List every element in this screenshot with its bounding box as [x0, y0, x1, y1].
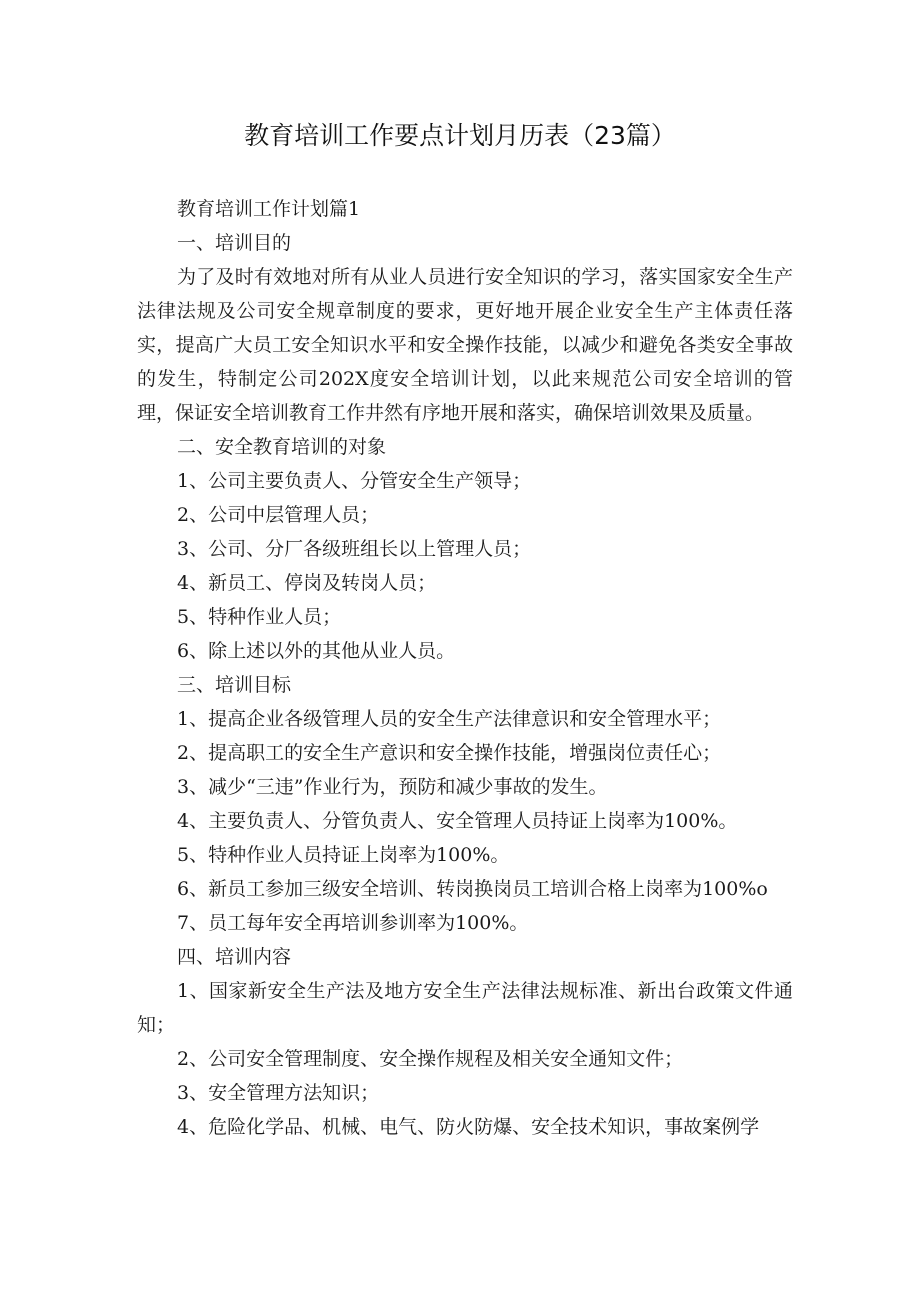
list-item: 2、公司中层管理人员；: [177, 504, 380, 526]
list-item: 6、新员工参加三级安全培训、转岗换岗员工培训合格上岗率为100%o: [177, 878, 768, 900]
list-item: 3、安全管理方法知识；: [177, 1082, 380, 1104]
list-item: 3、减少“三违”作业行为，预防和减少事故的发生。: [177, 776, 608, 798]
section-heading: 二、安全教育培训的对象: [177, 436, 387, 458]
document-body: [137, 192, 793, 1144]
section-heading: 一、培训目的: [177, 232, 292, 254]
body-paragraph: 为了及时有效地对所有从业人员进行安全知识的学习，落实国家安全生产法律法规及公司安全规章制度的要求，更好地开展企业安全生产主体责任落实，提高广大员工安全知识水平和安全操作技能，以减少和避免各类安全事故的发生，特制定公司202X度安全培训计划，以此来规范公司安全培训的管理，保证安全培训教育工作井然有序地开展和落实，确保培训效果及质量。: [137, 266, 793, 424]
section-heading: 三、培训目标: [177, 674, 292, 696]
list-item: 4、主要负责人、分管负责人、安全管理人员持证上岗率为100%。: [177, 810, 738, 832]
list-item: 1、国家新安全生产法及地方安全生产法律法规标准、新出台政策文件通知；: [137, 980, 793, 1036]
list-item: 6、除上述以外的其他从业人员。: [177, 640, 456, 662]
list-item: 1、提高企业各级管理人员的安全生产法律意识和安全管理水平；: [177, 708, 722, 730]
list-item: 7、员工每年安全再培训参训率为100%。: [177, 912, 529, 934]
list-item: 2、提高职工的安全生产意识和安全操作技能，增强岗位责任心；: [177, 742, 722, 764]
list-item: 5、特种作业人员；: [177, 606, 342, 628]
list-item: 5、特种作业人员持证上岗率为100%。: [177, 844, 510, 866]
list-item: 1、公司主要负责人、分管安全生产领导；: [177, 470, 532, 492]
list-item: 3、公司、分厂各级班组长以上管理人员；: [177, 538, 532, 560]
list-item: 2、公司安全管理制度、安全操作规程及相关安全通知文件；: [177, 1048, 684, 1070]
section-heading: 教育培训工作计划篇1: [177, 198, 361, 220]
section-heading: 四、培训内容: [177, 946, 292, 968]
list-item: 4、危险化学品、机械、电气、防火防爆、安全技术知识，事故案例学: [177, 1116, 760, 1138]
document-title: 教育培训工作要点计划月历表（23篇）: [244, 121, 676, 150]
list-item: 4、新员工、停岗及转岗人员；: [177, 572, 437, 594]
